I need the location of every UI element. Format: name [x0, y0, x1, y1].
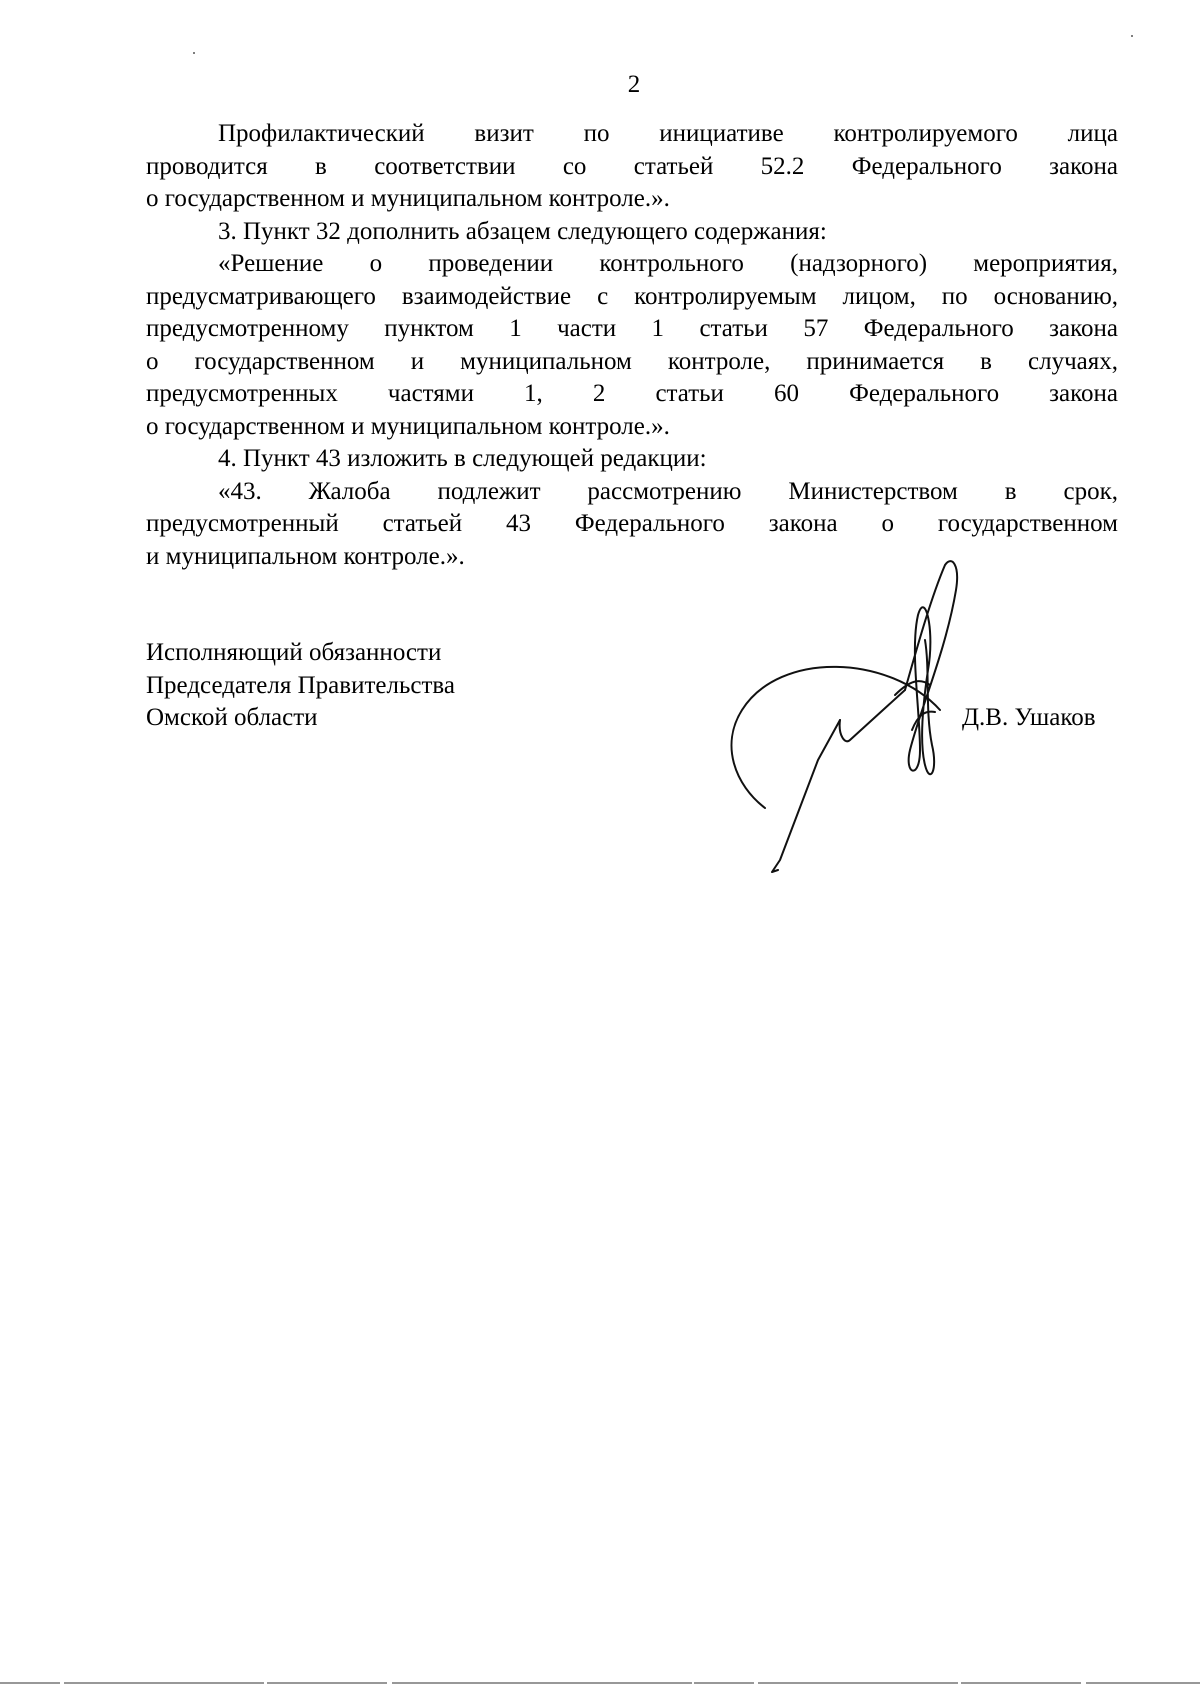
text-line: предусмотренный статьей 43 Федерального закона о государственном: [146, 510, 1118, 537]
document-body: [146, 118, 1118, 573]
text-line: «43. Жалоба подлежит рассмотрению Министерством в срок,: [218, 477, 1118, 505]
paragraph-complaint: [146, 476, 1118, 574]
signatory-title-line: Председателя Правительства: [146, 671, 455, 699]
signatory-title-line: Омской области: [146, 704, 318, 731]
paragraph-prophylactic-visit: [146, 118, 1118, 216]
signatory-title-line: Исполняющий обязанности: [146, 639, 442, 666]
paragraph-decision: [146, 248, 1118, 443]
signatory-title: [146, 637, 455, 735]
text-line: о государственном и муниципальном контроле.».: [146, 185, 670, 212]
text-line: о государственном и муниципальном контроле, принимается в случаях,: [146, 347, 1118, 375]
text-line: предусматривающего взаимодействие с контролируемым лицом, по основанию,: [146, 282, 1118, 310]
text-line: и муниципальном контроле.».: [146, 542, 465, 570]
scan-speck: [1131, 35, 1133, 37]
text-line: Профилактический визит по инициативе контролируемого лица: [218, 120, 1118, 147]
paragraph-item-3: 3. Пункт 32 дополнить абзацем следующего содержания:: [218, 217, 827, 245]
text-line: «Решение о проведении контрольного (надзорного) мероприятия,: [218, 250, 1118, 277]
signatory-name: Д.В. Ушаков: [962, 704, 1096, 731]
text-line: предусмотренному пунктом 1 части 1 статьи 57 Федерального закона: [146, 315, 1118, 342]
scan-speck: [193, 52, 195, 54]
text-line: проводится в соответствии со статьей 52.2 Федерального закона: [146, 152, 1118, 180]
paragraph-item-4: 4. Пункт 43 изложить в следующей редакции:: [218, 445, 707, 472]
text-line: предусмотренных частями 1, 2 статьи 60 Федерального закона: [146, 380, 1118, 407]
scan-edge-line: [0, 1682, 1200, 1684]
text-line: о государственном и муниципальном контроле.».: [146, 412, 670, 440]
handwritten-signature: [720, 560, 1000, 880]
page-number: 2: [627, 71, 641, 98]
